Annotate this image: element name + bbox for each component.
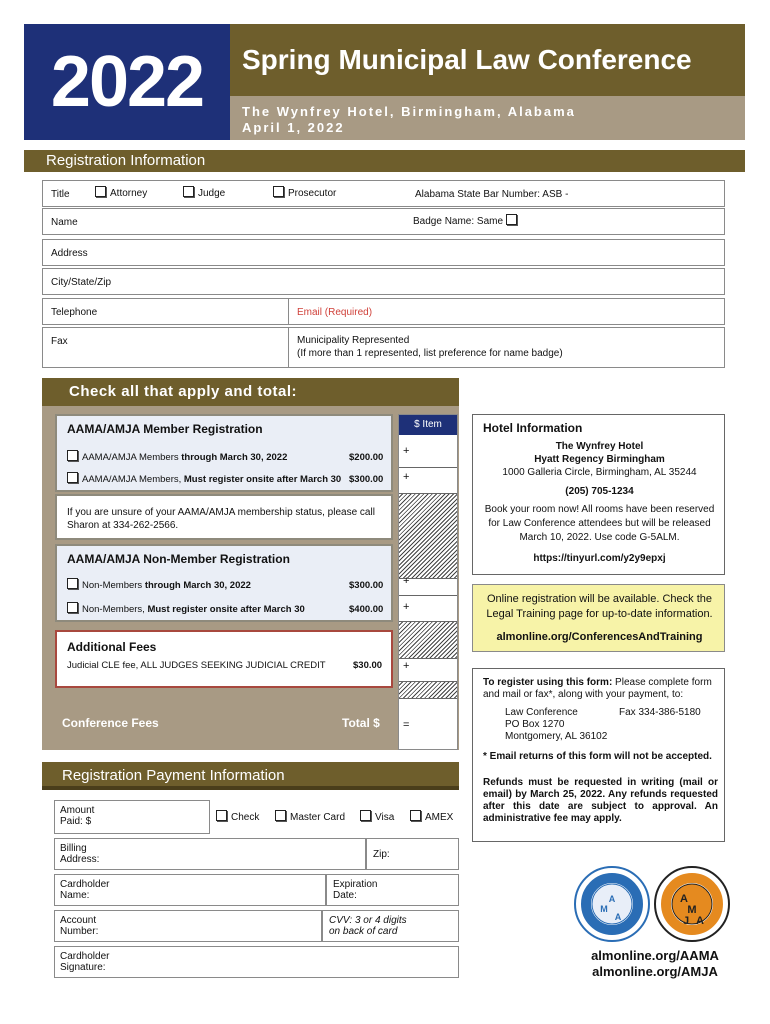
mail-instructions-box — [472, 668, 725, 842]
mail-address-2: PO Box 1270 — [505, 719, 565, 730]
svg-text:M: M — [600, 904, 608, 914]
venue-banner — [230, 96, 745, 140]
amount-paid-field[interactable] — [54, 800, 210, 834]
billing-label — [60, 843, 99, 865]
item-amount-column — [398, 414, 458, 750]
divider — [288, 299, 289, 324]
svg-text:M: M — [687, 904, 697, 916]
account-label-1: Account — [60, 915, 97, 926]
nonmember-early-deadline: through March 30, 2022 — [144, 580, 251, 591]
name-row — [42, 208, 725, 235]
nonmember-early-price: $300.00 — [349, 580, 384, 591]
total-amount[interactable]: = — [403, 719, 410, 731]
nonmember-early-amount[interactable]: + — [403, 575, 410, 587]
judicial-cle-price: $30.00 — [353, 660, 383, 671]
signature-label — [60, 951, 109, 973]
signature-field[interactable] — [54, 946, 459, 978]
attorney-checkbox[interactable] — [95, 186, 106, 197]
nonmember-onsite-price: $400.00 — [349, 604, 384, 615]
amex-option[interactable] — [410, 810, 453, 823]
hotel-info-box — [472, 414, 725, 575]
item-column-header: $ Item — [399, 415, 457, 435]
signature-label-1: Cardholder — [60, 951, 110, 962]
hatched-area — [399, 493, 457, 579]
member-early-checkbox[interactable] — [67, 450, 78, 461]
amja-logo-svg — [654, 866, 730, 942]
nonmember-heading: AAMA/AMJA Non-Member Registration — [67, 552, 290, 566]
prosecutor-label: Prosecutor — [288, 188, 337, 199]
hotel-address: 1000 Galleria Circle, Birmingham, AL 35244 — [502, 467, 697, 478]
municipality-field[interactable]: Municipality Represented — [297, 335, 410, 346]
mail-fax: Fax 334-386-5180 — [619, 707, 701, 718]
expiration-field[interactable] — [326, 874, 459, 906]
attorney-option[interactable] — [95, 186, 147, 199]
date-line: April 1, 2022 — [242, 120, 345, 135]
mastercard-option[interactable] — [275, 810, 345, 823]
member-early-label: AAMA/AMJA Members — [82, 452, 182, 463]
additional-fees-box — [55, 630, 393, 688]
hatched-area — [399, 681, 457, 699]
conference-year: 2022 — [24, 24, 230, 140]
refund-policy: Refunds must be requested in writing (mail or email) by March 25, 2022. Any refunds requested after this date are subject to approval. An administrative fee may apply. — [483, 777, 718, 824]
cardholder-label-2: Name: — [60, 890, 90, 901]
conference-title: Spring Municipal Law Conference — [242, 44, 692, 75]
training-link[interactable]: almonline.org/ConferencesAndTraining — [496, 631, 703, 643]
cvv-label-1: CVV: 3 or 4 digits — [329, 915, 407, 926]
judge-option[interactable] — [183, 186, 225, 199]
zip-label: Zip: — [373, 849, 390, 860]
cardholder-name-field[interactable] — [54, 874, 326, 906]
mail-address-1: Law Conference — [505, 707, 578, 718]
svg-text:A: A — [614, 912, 622, 922]
prosecutor-option[interactable] — [273, 186, 336, 199]
member-onsite-option[interactable] — [67, 472, 341, 485]
svg-text:A: A — [696, 915, 704, 927]
amount-paid-label — [60, 805, 94, 827]
account-number-label — [60, 915, 98, 937]
heading-underline — [42, 786, 459, 790]
cvv-field[interactable] — [322, 910, 459, 942]
nonmember-registration-box — [55, 544, 393, 622]
title-banner — [230, 24, 745, 96]
email-return-note: * Email returns of this form will not be accepted. — [483, 751, 712, 762]
nonmember-onsite-option[interactable] — [67, 602, 305, 615]
email-field[interactable]: Email (Required) — [297, 307, 373, 318]
visa-checkbox[interactable] — [360, 810, 371, 821]
aama-logo-svg — [574, 866, 650, 942]
mail-intro-bold: To register using this form: — [483, 677, 613, 688]
aama-logo — [574, 866, 650, 942]
member-onsite-price: $300.00 — [349, 474, 384, 485]
badge-name-field[interactable] — [413, 214, 521, 227]
account-label-2: Number: — [60, 926, 99, 937]
additional-fees-heading: Additional Fees — [67, 640, 157, 654]
divider — [288, 328, 289, 367]
check-checkbox[interactable] — [216, 810, 227, 821]
judicial-cle-label: Judicial CLE fee, ALL JUDGES SEEKING JUDICIAL CREDIT — [67, 660, 326, 671]
registration-info-heading — [24, 150, 745, 172]
hotel-alt-name: Hyatt Regency Birmingham — [534, 454, 665, 465]
account-number-field[interactable] — [54, 910, 322, 942]
nonmember-early-label: Non-Members — [82, 580, 145, 591]
amja-link[interactable]: almonline.org/AMJA — [592, 964, 718, 979]
billing-label-2: Address: — [60, 854, 100, 865]
hotel-heading: Hotel Information — [483, 421, 583, 435]
expiration-label-1: Expiration — [333, 879, 378, 890]
online-line-1: Online registration will be available. Check the — [486, 593, 712, 605]
city-state-zip-field[interactable]: City/State/Zip — [51, 277, 112, 288]
judge-checkbox[interactable] — [183, 186, 194, 197]
check-all-title: Check all that apply and total: — [69, 383, 298, 400]
municipality-note: (If more than 1 represented, list preference for name badge) — [297, 348, 563, 359]
cvv-label-2: on back of card — [329, 926, 398, 937]
member-onsite-label: AAMA/AMJA Members, — [82, 474, 184, 485]
judicial-cle-amount[interactable]: + — [403, 660, 410, 672]
badge-name-label: Badge Name: Same — [413, 216, 504, 227]
amex-checkbox[interactable] — [410, 810, 421, 821]
member-heading: AAMA/AMJA Member Registration — [67, 422, 263, 436]
billing-label-1: Billing — [60, 843, 87, 854]
svg-text:A: A — [608, 894, 616, 904]
aama-link[interactable]: almonline.org/AAMA — [591, 948, 719, 963]
payment-heading — [42, 762, 459, 790]
nonmember-onsite-amount[interactable]: + — [403, 601, 410, 613]
payment-title: Registration Payment Information — [62, 767, 285, 784]
hotel-phone: (205) 705-1234 — [565, 486, 634, 497]
attorney-label: Attorney — [110, 188, 148, 199]
online-registration-box — [472, 584, 725, 652]
nonmember-onsite-label: Non-Members, — [82, 604, 148, 615]
prosecutor-checkbox[interactable] — [273, 186, 284, 197]
venue-line: The Wynfrey Hotel, Birmingham, Alabama — [242, 104, 576, 119]
billing-address-field[interactable] — [54, 838, 366, 870]
member-early-amount[interactable]: + — [403, 445, 410, 457]
visa-option[interactable] — [360, 810, 394, 823]
mastercard-label: Master Card — [290, 812, 346, 823]
fax-row — [42, 327, 725, 368]
divider — [399, 595, 457, 596]
name-field[interactable]: Name — [51, 217, 78, 228]
member-early-price: $200.00 — [349, 452, 384, 463]
cvv-label — [329, 915, 407, 937]
member-registration-box — [55, 414, 393, 492]
badge-same-checkbox[interactable] — [506, 214, 517, 225]
divider — [399, 467, 457, 468]
telephone-field[interactable]: Telephone — [51, 307, 98, 318]
member-onsite-amount[interactable]: + — [403, 471, 410, 483]
nonmember-onsite-deadline: Must register onsite after March 30 — [147, 604, 305, 615]
zip-field[interactable] — [366, 838, 459, 870]
address-row — [42, 239, 725, 266]
city-row — [42, 268, 725, 295]
hotel-booking-2: for Law Conference attendees but will be released — [488, 518, 711, 529]
mail-address — [505, 707, 625, 743]
hotel-booking-1: Book your room now! All rooms have been reserved — [484, 504, 715, 515]
member-early-option[interactable] — [67, 450, 287, 463]
conference-fees-label: Conference Fees — [62, 716, 159, 730]
check-label: Check — [231, 812, 260, 823]
fax-field[interactable]: Fax — [51, 336, 68, 347]
registration-info-title: Registration Information — [46, 152, 206, 169]
membership-note-box — [55, 494, 393, 540]
judge-label: Judge — [198, 188, 226, 199]
membership-note: If you are unsure of your AAMA/AMJA membership status, please call Sharon at 334-262-2566. — [67, 507, 375, 531]
cardholder-name-label — [60, 879, 109, 901]
nonmember-early-checkbox[interactable] — [67, 578, 78, 589]
hotel-booking-link[interactable]: https://tinyurl.com/y2y9epxj — [533, 553, 666, 564]
bar-number-field[interactable]: Alabama State Bar Number: ASB - — [415, 189, 569, 200]
member-early-deadline: through March 30, 2022 — [181, 452, 288, 463]
expiration-label — [333, 879, 377, 901]
svg-text:A: A — [680, 893, 688, 905]
hotel-name: The Wynfrey Hotel — [555, 441, 644, 452]
amount-label-2: Paid: $ — [60, 816, 92, 827]
expiration-label-2: Date: — [333, 890, 357, 901]
address-field[interactable]: Address — [51, 248, 88, 259]
amount-label-1: Amount — [60, 805, 95, 816]
hatched-area — [399, 621, 457, 659]
member-onsite-checkbox[interactable] — [67, 472, 78, 483]
check-all-heading — [42, 378, 459, 406]
mastercard-checkbox[interactable] — [275, 810, 286, 821]
mail-address-3: Montgomery, AL 36102 — [505, 731, 608, 742]
visa-label: Visa — [375, 812, 395, 823]
svg-text:J: J — [682, 915, 690, 927]
mail-intro — [483, 677, 718, 701]
amex-label: AMEX — [425, 812, 454, 823]
cardholder-label-1: Cardholder — [60, 879, 110, 890]
title-row — [42, 180, 725, 207]
online-line-2: Legal Training page for up-to-date information. — [486, 608, 713, 620]
nonmember-early-option[interactable] — [67, 578, 251, 591]
title-label: Title — [51, 189, 70, 200]
hotel-booking-3: March 10, 2022. Use code G-5ALM. — [519, 532, 680, 543]
total-label: Total $ — [342, 716, 380, 730]
member-onsite-deadline: Must register onsite after March 30 — [183, 474, 342, 485]
phone-row — [42, 298, 725, 325]
conference-fees-row — [42, 698, 398, 750]
nonmember-onsite-checkbox[interactable] — [67, 602, 78, 613]
amja-logo — [654, 866, 730, 942]
mail-intro-text: Please complete form and mail or fax*, along with your payment, to: — [483, 677, 712, 700]
signature-label-2: Signature: — [60, 962, 106, 973]
check-option[interactable] — [216, 810, 259, 823]
